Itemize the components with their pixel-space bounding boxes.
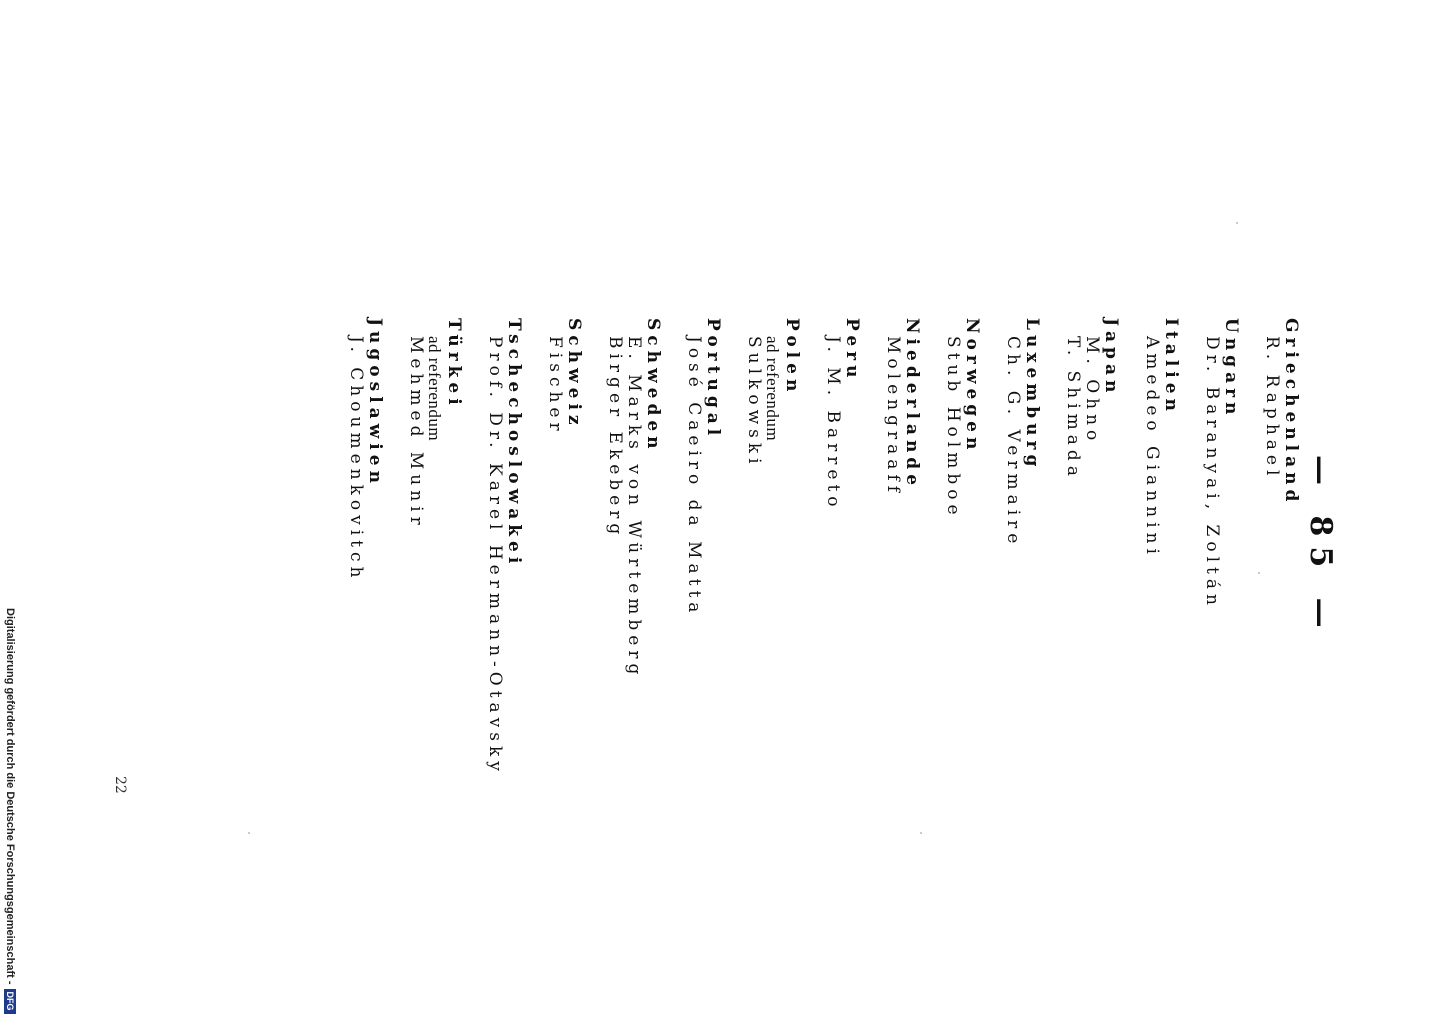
country-name: Ungarn xyxy=(1221,318,1241,420)
list-item xyxy=(1063,318,1120,776)
country-name: Griechenland xyxy=(1281,318,1301,507)
country-name: Tschechoslowakei xyxy=(504,318,524,569)
country-name: Japan xyxy=(1101,318,1121,398)
country-name: Türkei xyxy=(444,318,464,410)
list-item xyxy=(883,318,921,776)
delegate-name: Birger Ekeberg xyxy=(605,336,625,540)
delegate-name: Mehmed Munir xyxy=(406,336,426,530)
list-item xyxy=(1142,318,1180,776)
list-item xyxy=(346,318,384,776)
country-name: Peru xyxy=(842,318,862,383)
delegate-name: R. Raphael xyxy=(1262,336,1282,481)
scan-speck xyxy=(1258,572,1260,574)
list-item xyxy=(684,318,722,776)
country-name: Norwegen xyxy=(962,318,982,455)
list-item xyxy=(1262,318,1300,776)
delegate-name: J. M. Barreto xyxy=(823,336,843,512)
country-name: Niederlande xyxy=(902,318,922,491)
list-item xyxy=(406,318,463,776)
list-item xyxy=(605,318,662,776)
delegate-note: ad referendum xyxy=(425,336,444,442)
list-item xyxy=(1003,318,1041,776)
dfg-logo: DFG xyxy=(4,989,16,1014)
delegate-name: José Caeiro da Matta xyxy=(684,336,704,618)
list-item xyxy=(943,318,981,776)
list-item xyxy=(744,318,801,776)
delegate-note: ad referendum xyxy=(763,336,782,442)
list-item xyxy=(1202,318,1240,776)
delegate-name: T. Shimada xyxy=(1063,336,1083,481)
delegate-name: Stub Holmboe xyxy=(943,336,963,520)
delegate-name: Molengraaff xyxy=(883,336,903,497)
signatory-list xyxy=(324,318,1300,776)
delegate-name: Fischer xyxy=(545,336,565,436)
digitization-credit xyxy=(4,608,16,1014)
scan-speck xyxy=(248,832,250,834)
list-item xyxy=(823,318,861,776)
country-name: Schweden xyxy=(643,318,663,454)
scan-speck xyxy=(1236,222,1238,224)
delegate-name: Ch. G. Vermaire xyxy=(1003,336,1023,549)
delegate-name: M. Ohno xyxy=(1082,336,1102,446)
delegate-name: E. Marks von Würtemberg xyxy=(624,336,644,680)
country-name: Italien xyxy=(1161,318,1181,416)
list-item xyxy=(485,318,523,776)
country-name: Polen xyxy=(782,318,802,397)
country-name: Portugal xyxy=(703,318,723,441)
list-item xyxy=(545,318,583,776)
delegate-name: Amedeo Giannini xyxy=(1142,336,1162,559)
delegate-name: Sulkowski xyxy=(744,336,764,469)
scan-speck xyxy=(920,832,922,834)
delegate-name: Dr. Baranyai, Zoltán xyxy=(1202,336,1222,610)
country-name: Luxemburg xyxy=(1022,318,1042,472)
country-name: Jugoslawien xyxy=(365,318,385,488)
delegate-name: J. Choumenkovitch xyxy=(346,336,366,583)
page-number: — 85 — xyxy=(1303,455,1338,638)
country-name: Schweiz xyxy=(564,318,584,430)
scan-page-label: 22 xyxy=(112,776,128,794)
credit-text: Digitalisierung gefördert durch die Deutsche Forschungsgemeinschaft - xyxy=(4,608,16,985)
delegate-name: Prof. Dr. Karel Hermann-Otavsky xyxy=(485,336,505,776)
